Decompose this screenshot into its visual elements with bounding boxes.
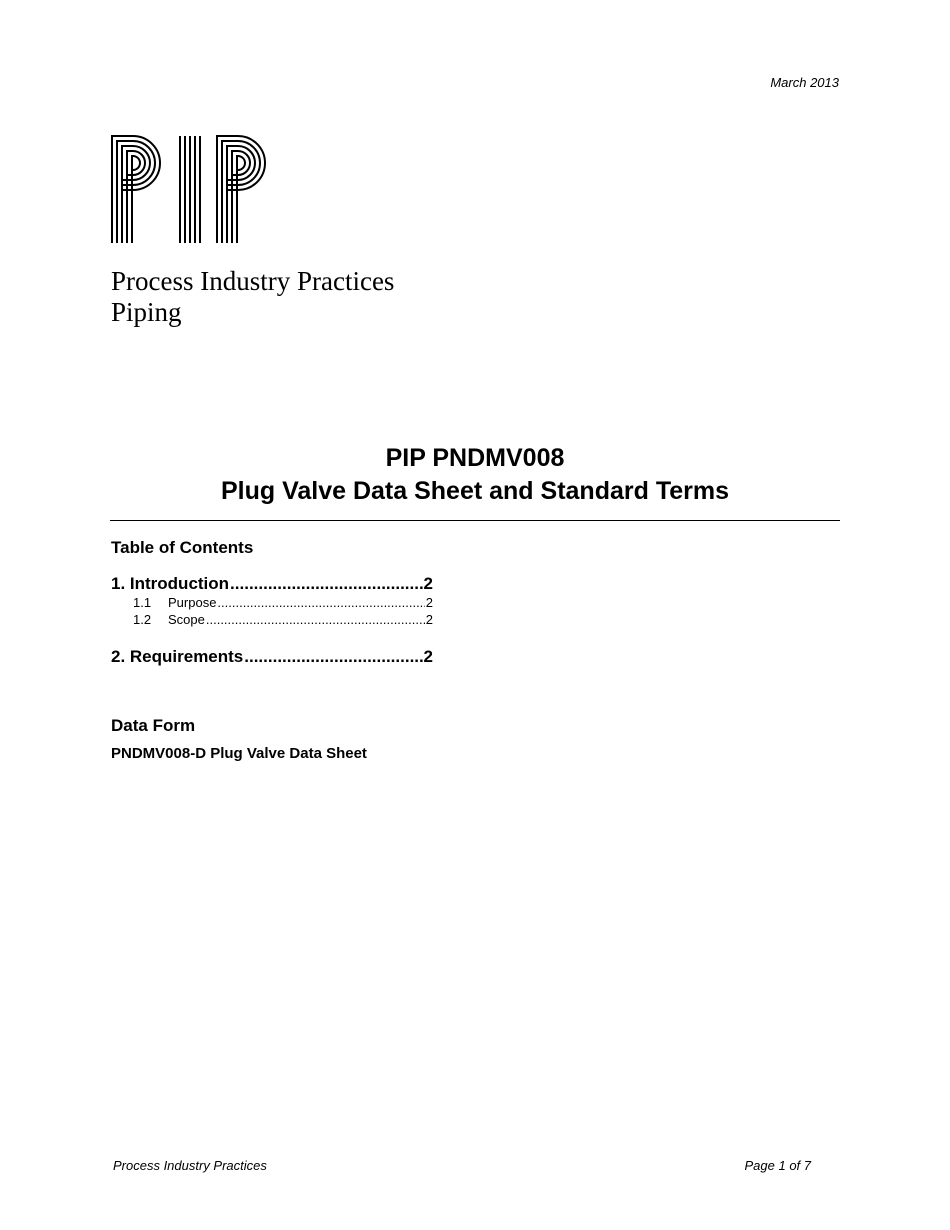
- document-date: March 2013: [770, 75, 839, 90]
- toc-page: 2: [425, 612, 433, 627]
- data-form-item[interactable]: PNDMV008-D Plug Valve Data Sheet: [111, 745, 367, 762]
- document-title: [0, 442, 950, 508]
- toc-heading: Table of Contents: [111, 538, 254, 557]
- title-divider: [110, 520, 840, 521]
- toc-section-requirements[interactable]: [111, 647, 433, 667]
- toc-label: Purpose: [168, 595, 217, 610]
- toc-subentry[interactable]: [111, 611, 433, 628]
- toc-number: 1.2: [133, 612, 152, 627]
- toc-leader: [217, 594, 424, 611]
- organization-line-2: Piping: [111, 297, 182, 327]
- toc-leader: [206, 611, 425, 628]
- toc-number: 1.1: [133, 595, 152, 610]
- toc-page: 2: [425, 595, 433, 610]
- document-code: PIP PNDMV008: [385, 444, 565, 472]
- toc-entry[interactable]: [111, 647, 433, 667]
- toc-leader: [244, 647, 422, 667]
- toc-leader: [230, 574, 422, 594]
- data-form-heading: Data Form: [111, 716, 196, 735]
- toc-page: 2: [423, 574, 433, 593]
- toc-section-introduction[interactable]: [111, 574, 433, 628]
- document-title-text: Plug Valve Data Sheet and Standard Terms: [220, 477, 730, 505]
- toc-label: 1. Introduction: [111, 574, 230, 593]
- footer-page-number: Page 1 of 7: [744, 1158, 811, 1173]
- organization-line-1: Process Industry Practices: [111, 266, 395, 296]
- organization-name: [111, 266, 394, 328]
- toc-label: 2. Requirements: [111, 647, 244, 666]
- pip-logo: [111, 135, 271, 243]
- toc-page: 2: [423, 647, 433, 666]
- toc-label: Scope: [168, 612, 205, 627]
- footer-organization: Process Industry Practices: [113, 1158, 267, 1173]
- toc-entry[interactable]: [111, 574, 433, 594]
- toc-subentry[interactable]: [111, 594, 433, 611]
